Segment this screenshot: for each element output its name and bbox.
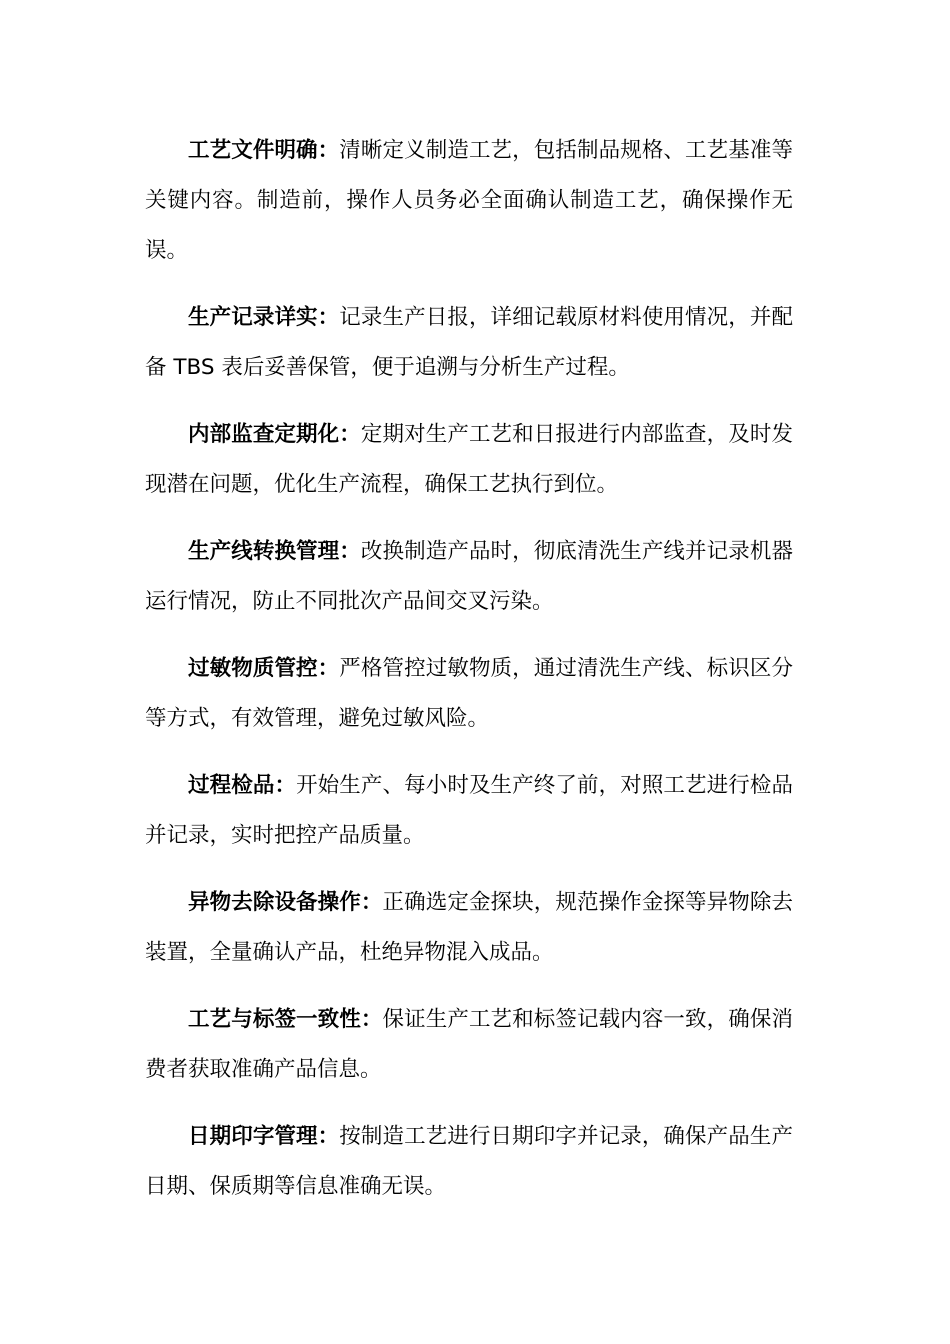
paragraph-text: 按制造工艺进行日期印字并记录，确保产品生产日期、保质期等信息准确无误。 bbox=[145, 1124, 793, 1199]
paragraph-text: 改换制造产品时，彻底清洗生产线并记录机器运行情况，防止不同批次产品间交叉污染。 bbox=[145, 539, 793, 614]
paragraph-label-consistency bbox=[145, 995, 793, 1095]
paragraph-line-changeover bbox=[145, 527, 793, 627]
paragraph-heading: 异物去除设备操作： bbox=[188, 890, 383, 915]
paragraph-production-records bbox=[145, 293, 793, 393]
paragraph-text: 定期对生产工艺和日报进行内部监查，及时发现潜在问题，优化生产流程，确保工艺执行到位。 bbox=[145, 422, 793, 497]
paragraph-foreign-matter-removal bbox=[145, 878, 793, 978]
paragraph-heading: 工艺文件明确： bbox=[188, 138, 340, 163]
document-body bbox=[145, 126, 793, 1229]
paragraph-text: 正确选定金探块，规范操作金探等异物除去装置，全量确认产品，杜绝异物混入成品。 bbox=[145, 890, 793, 965]
paragraph-heading: 过程检品： bbox=[188, 773, 297, 798]
paragraph-date-printing bbox=[145, 1112, 793, 1212]
paragraph-in-process-inspection bbox=[145, 761, 793, 861]
paragraph-text: 记录生产日报，详细记载原材料使用情况，并配备 TBS 表后妥善保管，便于追溯与分析生产过程。 bbox=[145, 305, 793, 380]
paragraph-allergen-control bbox=[145, 644, 793, 744]
paragraph-heading: 日期印字管理： bbox=[188, 1124, 340, 1149]
paragraph-heading: 内部监查定期化： bbox=[188, 422, 361, 447]
paragraph-text: 清晰定义制造工艺，包括制品规格、工艺基准等关键内容。制造前，操作人员务必全面确认制造工艺，确保操作无误。 bbox=[145, 138, 793, 263]
paragraph-process-documents bbox=[145, 126, 793, 276]
paragraph-heading: 工艺与标签一致性： bbox=[188, 1007, 383, 1032]
paragraph-internal-audit bbox=[145, 410, 793, 510]
paragraph-text: 保证生产工艺和标签记载内容一致，确保消费者获取准确产品信息。 bbox=[145, 1007, 793, 1082]
paragraph-text: 严格管控过敏物质，通过清洗生产线、标识区分等方式，有效管理，避免过敏风险。 bbox=[145, 656, 793, 731]
paragraph-heading: 生产记录详实： bbox=[188, 305, 340, 330]
paragraph-heading: 过敏物质管控： bbox=[188, 656, 340, 681]
paragraph-heading: 生产线转换管理： bbox=[188, 539, 361, 564]
paragraph-text: 开始生产、每小时及生产终了前，对照工艺进行检品并记录，实时把控产品质量。 bbox=[145, 773, 793, 848]
